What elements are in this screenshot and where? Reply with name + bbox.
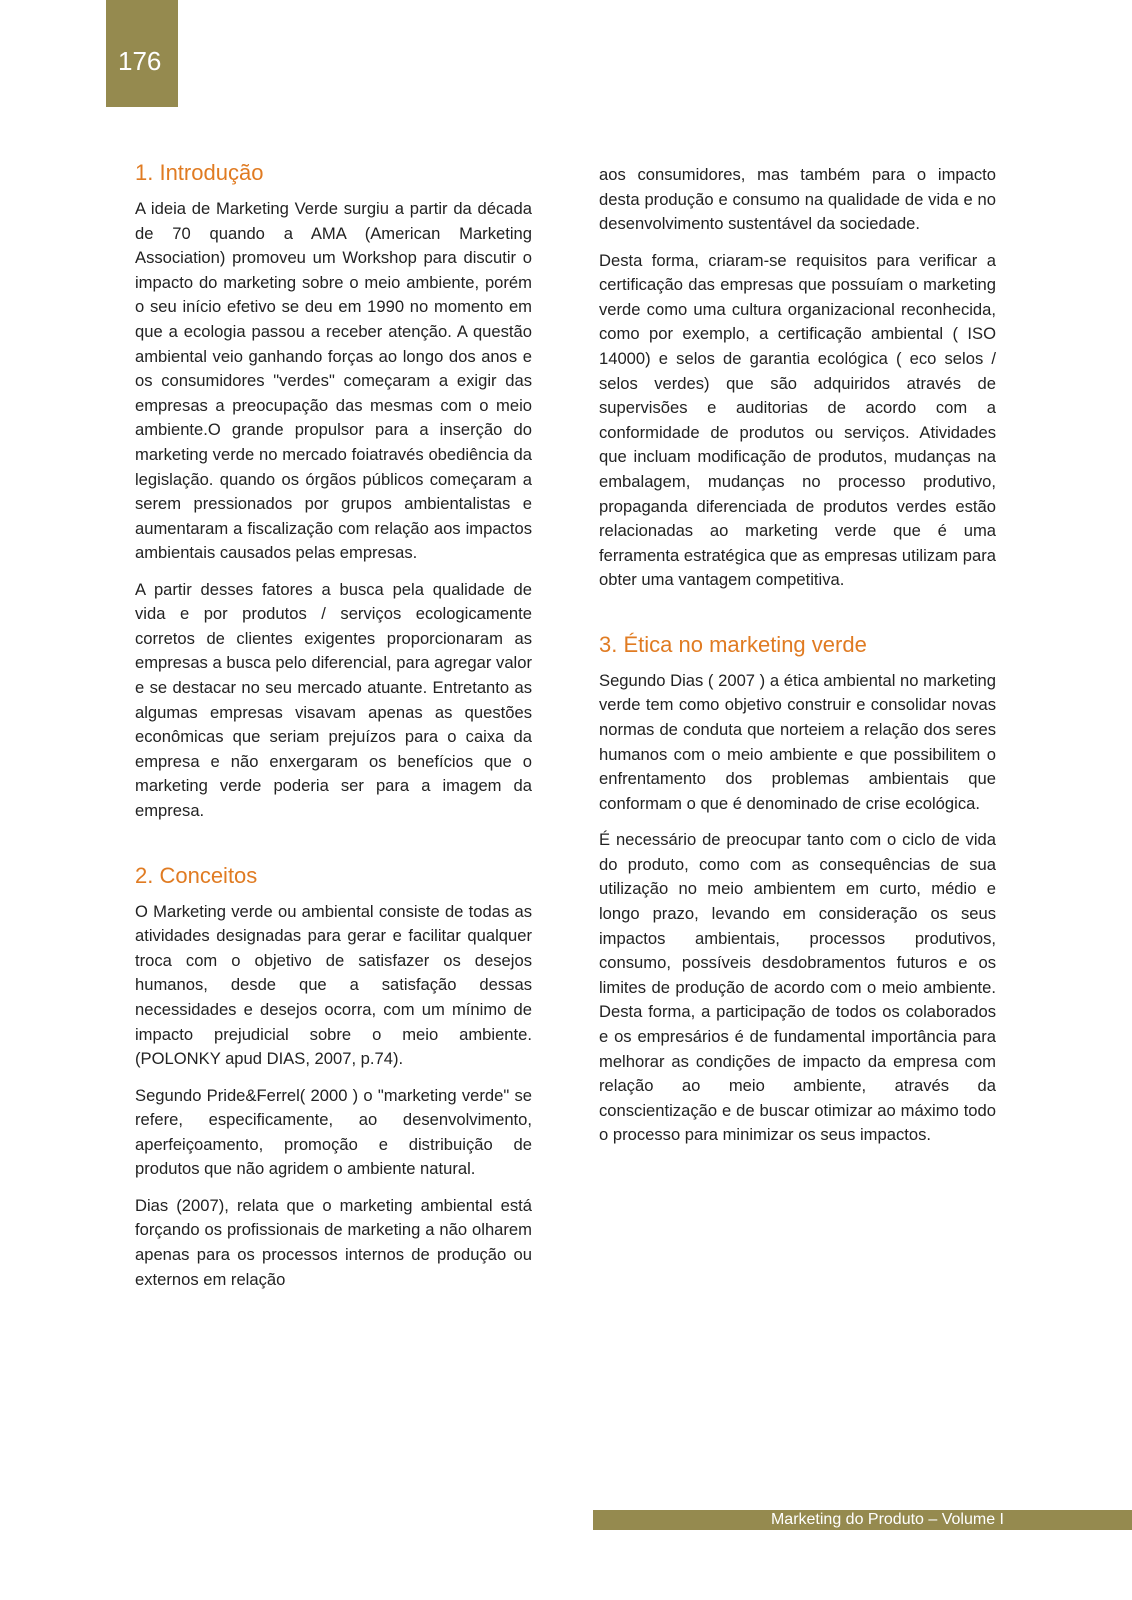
section-heading-conceitos: 2. Conceitos <box>135 862 258 888</box>
paragraph: Dias (2007), relata que o marketing ambiental está forçando os profissionais de marketing a não olharem apenas para os processos internos de produção ou externos em relação <box>135 1195 532 1289</box>
footer-title: Marketing do Produto – Volume I <box>770 1511 1004 1528</box>
footer-bar <box>593 1510 1132 1530</box>
right-column <box>599 163 996 1160</box>
paragraph: A partir desses fatores a busca pela qualidade de vida e por produtos / serviços ecologicamente corretos de clientes exigentes proporcionaram as empresas a busca pelo diferencial, para agregar valor e se destacar no seu mercado atuante. Entretanto as algumas empresas visavam apenas as questões econômicas que seriam prejuízos para o caixa da empresa e não enxergaram os benefícios que o marketing verde poderia ser para a imagem da empresa. <box>135 579 532 821</box>
paragraph: A ideia de Marketing Verde surgiu a partir da década de 70 quando a AMA (American Marketing Association) promoveu um Workshop para discutir o impacto do marketing sobre o meio ambiente, porém o seu início efetivo se deu em 1990 no momento em que a ecologia passou a receber atenção. A questão ambiental veio ganhando forças ao longo dos anos e os consumidores "verdes" começaram a exigir das empresas a preocupação das mesmas com o meio ambiente.O grande propulsor para a inserção do marketing verde no mercado foiatravés obediência da legislação. quando os órgãos públicos começaram a serem pressionados por grupos ambientalistas e aumentaram a fiscalização com relação aos impactos ambientais causados pelas empresas. <box>135 199 532 563</box>
paragraph: aos consumidores, mas também para o impacto desta produção e consumo na qualidade de vida e no desenvolvimento sustentável da sociedade. <box>599 165 996 234</box>
section-heading-introducao: 1. Introdução <box>135 160 264 185</box>
page-number-box <box>106 0 178 107</box>
paragraph: Segundo Pride&Ferrel( 2000 ) o "marketing verde" se refere, especificamente, ao desenvolvimento, aperfeiçoamento, promoção e distribuição de produtos que não agridem o ambiente natural. <box>135 1085 532 1179</box>
left-column <box>135 156 532 1304</box>
page-number: 176 <box>118 46 162 76</box>
paragraph: O Marketing verde ou ambiental consiste de todas as atividades designadas para gerar e facilitar qualquer troca com o objetivo de satisfazer os desejos humanos, desde que a satisfação dessas necessidades e desejos ocorra, com um mínimo de impacto prejudicial sobre o meio ambiente. (POLONKY apud DIAS, 2007, p.74). <box>135 901 532 1069</box>
paragraph: É necessário de preocupar tanto com o ciclo de vida do produto, como com as consequências de sua utilização no meio ambientem em curto, médio e longo prazo, levando em consideração os seus impactos ambientais, processos produtivos, consumo, possíveis desdobramentos futuros e os limites de produção de acordo com o meio ambiente. Desta forma, a participação de todos os colaborados e os empresários é de fundamental importância para melhorar as condições de impacto da empresa com relação ao meio ambiente, através da conscientização e de buscar otimizar ao máximo todo o processo para minimizar os seus impactos. <box>599 830 996 1145</box>
paragraph: Segundo Dias ( 2007 ) a ética ambiental no marketing verde tem como objetivo construir e consolidar novas normas de conduta que norteiem a relação dos seres humanos com o meio ambiente e que possibilitem o enfrentamento dos problemas ambientais que conformam o que é denominado de crise ecológica. <box>599 670 996 813</box>
paragraph: Desta forma, criaram-se requisitos para verificar a certificação das empresas que possuíam o marketing verde como uma cultura organizacional reconhecida, como por exemplo, a certificação ambiental ( ISO 14000) e selos de garantia ecológica ( eco selos / selos verdes) que são adquiridos através de supervisões e auditorias de acordo com a conformidade de produtos ou serviços. Atividades que incluam modificação de produtos, mudanças na embalagem, mudanças no processo produtivo, propaganda diferenciada de produtos verdes estão relacionadas ao marketing verde que é uma ferramenta estratégica que as empresas utilizam para obter uma vantagem competitiva. <box>599 250 996 590</box>
section-heading-etica: 3. Ética no marketing verde <box>599 631 867 657</box>
